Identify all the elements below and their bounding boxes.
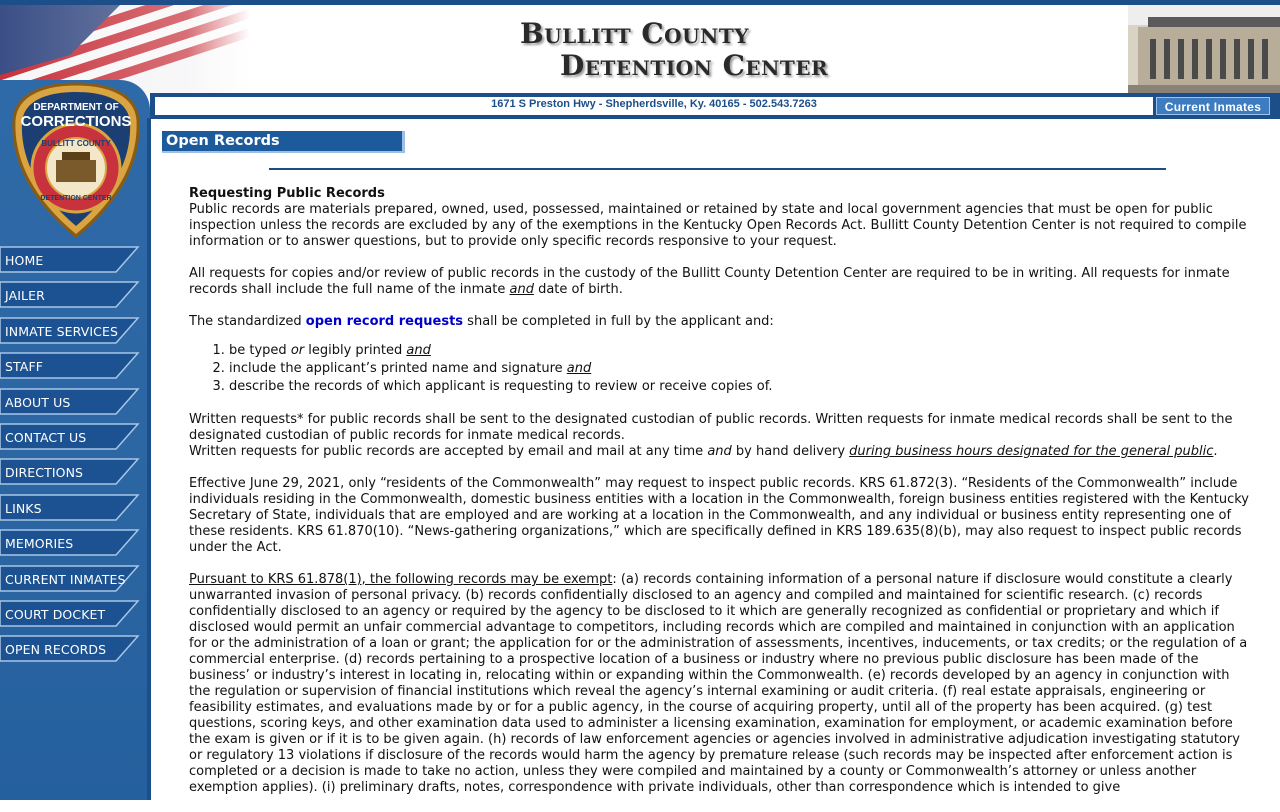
- list-item: [229, 360, 1251, 378]
- text: date of birth.: [533, 282, 623, 297]
- nav-item-memories[interactable]: [0, 529, 150, 556]
- nav-item-home[interactable]: [0, 246, 150, 273]
- requirements-list: [189, 342, 1251, 396]
- paragraph-written-requests: [189, 266, 1251, 298]
- nav-label: DIRECTIONS: [5, 465, 84, 481]
- nav-item-open-records[interactable]: [0, 635, 150, 662]
- main-nav: [0, 246, 150, 671]
- page-heading: Requesting Public Records: [189, 186, 385, 201]
- emphasis-and: and: [566, 361, 592, 376]
- nav-label: CURRENT INMATES: [5, 571, 126, 587]
- nav-label: ABOUT US: [5, 394, 71, 410]
- badge-line4: DETENTION CENTER: [40, 195, 112, 202]
- nav-label: CONTACT US: [5, 429, 87, 445]
- nav-item-links[interactable]: [0, 494, 150, 521]
- emphasis-and: and: [406, 343, 431, 358]
- text: Written requests for public records are accepted by email and mail at any time: [189, 444, 708, 459]
- divider-rule: [269, 168, 1166, 170]
- nav-label: LINKS: [5, 500, 42, 516]
- nav-item-contact-us[interactable]: [0, 423, 150, 450]
- nav-item-jailer[interactable]: [0, 281, 150, 308]
- nav-label: OPEN RECORDS: [5, 642, 107, 658]
- text: by hand delivery: [731, 444, 850, 459]
- address-text: 1671 S Preston Hwy - Shepherdsville, Ky. 40165 - 502.543.7263: [491, 98, 817, 110]
- exemptions-heading: Pursuant to KRS 61.878(1), the following records may be exempt: [189, 572, 613, 587]
- paragraph-custodian: [189, 412, 1251, 460]
- nav-item-about-us[interactable]: [0, 388, 150, 415]
- text: .: [1213, 444, 1218, 459]
- paragraph-exemptions: [189, 572, 1251, 796]
- text: The standardized: [189, 314, 306, 329]
- nav-item-directions[interactable]: [0, 458, 150, 485]
- current-inmates-button[interactable]: Current Inmates: [1156, 97, 1270, 115]
- text: All requests for copies and/or review of public records in the custody of the Bullitt County Detention Center are required to be in writing. All requests for inmate records shall include the full name of the inmate: [189, 266, 1230, 297]
- nav-item-staff[interactable]: [0, 352, 150, 379]
- paragraph-standardized: [189, 314, 1251, 330]
- emphasis-or: or: [290, 343, 305, 358]
- badge-line2: CORRECTIONS: [20, 113, 132, 130]
- text: be typed: [229, 343, 291, 358]
- section-title-tab: [162, 131, 405, 153]
- text: Written requests* for public records shall be sent to the designated custodian of public records. Written requests for inmate medical records shall be sent to the designated custodian of public records for inmate medical records.: [189, 412, 1233, 443]
- text: shall be completed in full by the applicant and:: [463, 314, 774, 329]
- text: : (a) records containing information of a personal nature if disclosure would constitute a clearly unwarranted invasion of personal privacy. (b) records confidentially disclosed to an agency and compiled and maintained for scientific research. (c) records confidentially disclosed to an agency or required by the agency to be disclosed to it which are generally recognized as confidential or proprietary and which if disclosed would permit an unfair commercial advantage to competitors, including records which are compiled and maintained in conjunction with an application for or the administration of a loan or grant; the application for or the administration of assessments, incentives, inducements, or tax credits; or the regulation of a commercial enterprise. (d) records pertaining to a prospective location of a business or industry where no previous public disclosure has been made of the business’ or industry’s interest in locating in, relocating within or expanding within the Commonwealth. (e) records developed by an agency in conjunction with the regulation or supervision of financial institutions which reveal the agency’s internal examining or audit criteria. (f) real estate appraisals, engineering or feasibility estimates, and evaluations made by or for a public agency, in the course of acquiring property, until all of the property has been acquired. (g) test questions, scoring keys, and other examination data used to administer a licensing examination, examination for employment, or academic examination before the exam is given or if it is to be given again. (h) records of law enforcement agencies or agencies involved in administrative adjudication investigating statutory or regulatory 13 violations if disclosure of the records would harm the agency by premature release (such records may be inspected after enforcement action is completed or a decision is made to take no action, unless they were compiled and maintained by a county or Commonwealth’s attorney or unless another exemption applies). (i) preliminary drafts, notes, correspondence with private individuals, other than correspondence which is intended to give: [189, 572, 1248, 795]
- corrections-badge-logo: [8, 80, 144, 240]
- site-title-line1: Bullitt County: [520, 17, 749, 50]
- list-item: [229, 342, 1251, 360]
- business-hours-text: during business hours designated for the general public: [849, 444, 1214, 459]
- nav-label: COURT DOCKET: [5, 606, 106, 622]
- text: legibly printed: [304, 343, 407, 358]
- list-item: 3. describe the records of which applicant is requesting to review or receive copies of.: [229, 378, 1251, 396]
- site-title-line2: Detention Center: [560, 49, 829, 82]
- nav-item-inmate-services[interactable]: [0, 317, 150, 344]
- text: include the applicant’s printed name and signature: [229, 361, 567, 376]
- nav-label: MEMORIES: [5, 536, 74, 552]
- nav-label: INMATE SERVICES: [5, 323, 119, 339]
- badge-line3: BULLITT COUNTY: [41, 139, 111, 148]
- nav-label: JAILER: [5, 288, 45, 304]
- nav-item-court-docket[interactable]: [0, 600, 150, 627]
- badge-line1: DEPARTMENT OF: [33, 102, 119, 113]
- emphasis-and: and: [707, 444, 732, 459]
- main-content: [189, 186, 1251, 812]
- building-image: [1128, 5, 1280, 93]
- paragraph-definition: Public records are materials prepared, owned, used, possessed, maintained or retained by state and local government agencies that must be open for public inspection unless the records are excluded by any of the exemptions in the Kentucky Open Records Act. Bullitt County Detention Center is not required to compile information or to answer questions, but to provide only specific records responsive to your request.: [189, 202, 1247, 249]
- nav-label: HOME: [5, 253, 44, 268]
- nav-item-current-inmates[interactable]: [0, 565, 150, 592]
- site-header: [0, 5, 1280, 93]
- nav-label: STAFF: [5, 359, 44, 375]
- open-record-requests-link[interactable]: open record requests: [305, 314, 464, 329]
- paragraph-residents: Effective June 29, 2021, only “residents of the Commonwealth” may request to inspect public records. KRS 61.872(3). “Residents of the Commonwealth” include individuals residing in the Commonwealth, domestic business entities with a location in the Commonwealth, foreign business entities registered with the Kentucky Secretary of State, individuals that are employed and are working at a location in the Commonwealth, and any individual or business entity representing one of these residents. KRS 61.870(10). “News-gathering organizations,” which are specifically defined in KRS 189.635(8)(b), may also request to inspect public records under the Act.: [189, 476, 1249, 555]
- emphasis-and: and: [509, 282, 534, 297]
- section-title: Open Records: [166, 133, 280, 149]
